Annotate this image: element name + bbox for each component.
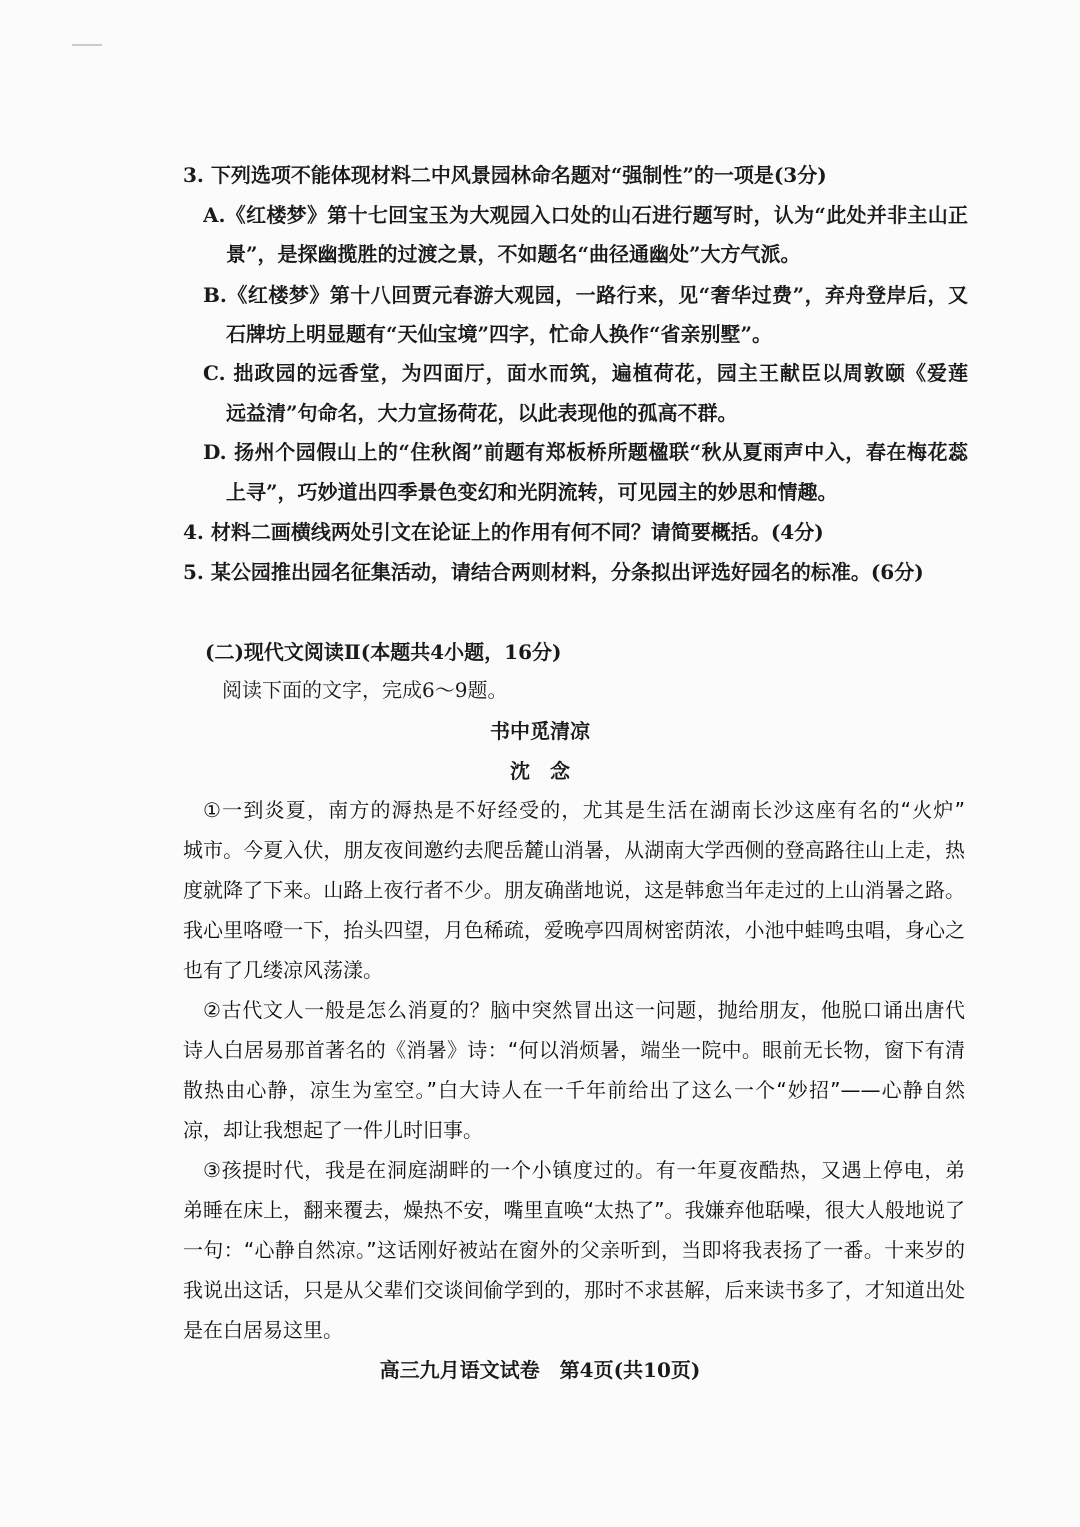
question-3: 3. 下列选项不能体现材料二中风景园林命名题对“强制性”的一项是(3分) <box>183 163 827 187</box>
option-d-line2: 上寻”，巧妙道出四季景色变幻和光阴流转，可见园主的妙思和情趣。 <box>226 480 838 504</box>
page-footer: 高三九月语文试卷 第4页(共10页) <box>379 1358 701 1382</box>
paragraph-line: 散热由心静，凉生为室空。”白大诗人在一千年前给出了这么一个“妙招”——心静自然 <box>183 1078 965 1102</box>
question-4: 4. 材料二画横线两处引文在论证上的作用有何不同？请简要概括。(4分) <box>183 520 824 544</box>
option-b-line2: 石牌坊上明显题有“天仙宝境”四字，忙命人换作“省亲别墅”。 <box>226 322 773 346</box>
paragraph-line: 也有了几缕凉风荡漾。 <box>183 958 383 982</box>
paragraph-line: ①一到炎夏，南方的溽热是不好经受的，尤其是生活在湖南长沙这座有名的“火炉” <box>203 798 965 822</box>
paragraph-line: 是在白居易这里。 <box>183 1318 343 1342</box>
option-d-line1: D. 扬州个园假山上的“住秋阁”前题有郑板桥所题楹联“秋从夏雨声中入，春在梅花蕊 <box>203 440 968 464</box>
article-author: 沈 念 <box>510 759 570 783</box>
option-a-line2: 景”，是探幽揽胜的过渡之景，不如题名“曲径通幽处”大方气派。 <box>226 242 801 266</box>
paragraph-line: ②古代文人一般是怎么消夏的？脑中突然冒出这一问题，抛给朋友，他脱口诵出唐代 <box>203 998 965 1022</box>
option-b-line1: B.《红楼梦》第十八回贾元春游大观园，一路行来，见“奢华过费”，弃舟登岸后，又 <box>203 283 968 307</box>
paragraph-line: 弟睡在床上，翻来覆去，燥热不安，嘴里直唤“太热了”。我嫌弃他聒噪，很大人般地说了 <box>183 1198 965 1222</box>
paragraph-line: 我说出这话，只是从父辈们交谈间偷学到的，那时不求甚解，后来读书多了，才知道出处 <box>183 1278 965 1302</box>
paragraph-line: 凉，却让我想起了一件儿时旧事。 <box>183 1118 483 1142</box>
option-c-line2: 远益清”句命名，大力宣扬荷花，以此表现他的孤高不群。 <box>226 401 738 425</box>
article-title: 书中觅清凉 <box>490 719 590 743</box>
question-5: 5. 某公园推出园名征集活动，请结合两则材料，分条拟出评选好园名的标准。(6分) <box>183 560 924 584</box>
paragraph-line: 一句：“心静自然凉。”这话刚好被站在窗外的父亲听到，当即将我表扬了一番。十来岁的 <box>183 1238 965 1262</box>
option-c-line1: C. 拙政园的远香堂，为四面厅，面水而筑，遍植荷花，园主王献臣以周敦颐《爱莲 <box>203 361 968 385</box>
paragraph-line: 度就降了下来。山路上夜行者不少。朋友确凿地说，这是韩愈当年走过的上山消暑之路。 <box>183 878 965 902</box>
paragraph-line: 诗人白居易那首著名的《消暑》诗：“何以消烦暑，端坐一院中。眼前无长物，窗下有清 <box>183 1038 965 1062</box>
paragraph-line: 城市。今夏入伏，朋友夜间邀约去爬岳麓山消暑，从湖南大学西侧的登高路往山上走，热 <box>183 838 965 862</box>
scan-mark <box>72 44 102 46</box>
paragraph-line: 我心里咯噔一下，抬头四望，月色稀疏，爱晚亭四周树密荫浓，小池中蛙鸣虫唱，身心之 <box>183 918 965 942</box>
section-heading: (二)现代文阅读Ⅱ(本题共4小题，16分) <box>205 640 562 664</box>
option-a-line1: A.《红楼梦》第十七回宝玉为大观园入口处的山石进行题写时，认为“此处并非主山正 <box>203 203 968 227</box>
paragraph-line: ③孩提时代，我是在洞庭湖畔的一个小镇度过的。有一年夏夜酷热，又遇上停电，弟 <box>203 1158 965 1182</box>
section-instruction: 阅读下面的文字，完成6～9题。 <box>222 678 508 702</box>
